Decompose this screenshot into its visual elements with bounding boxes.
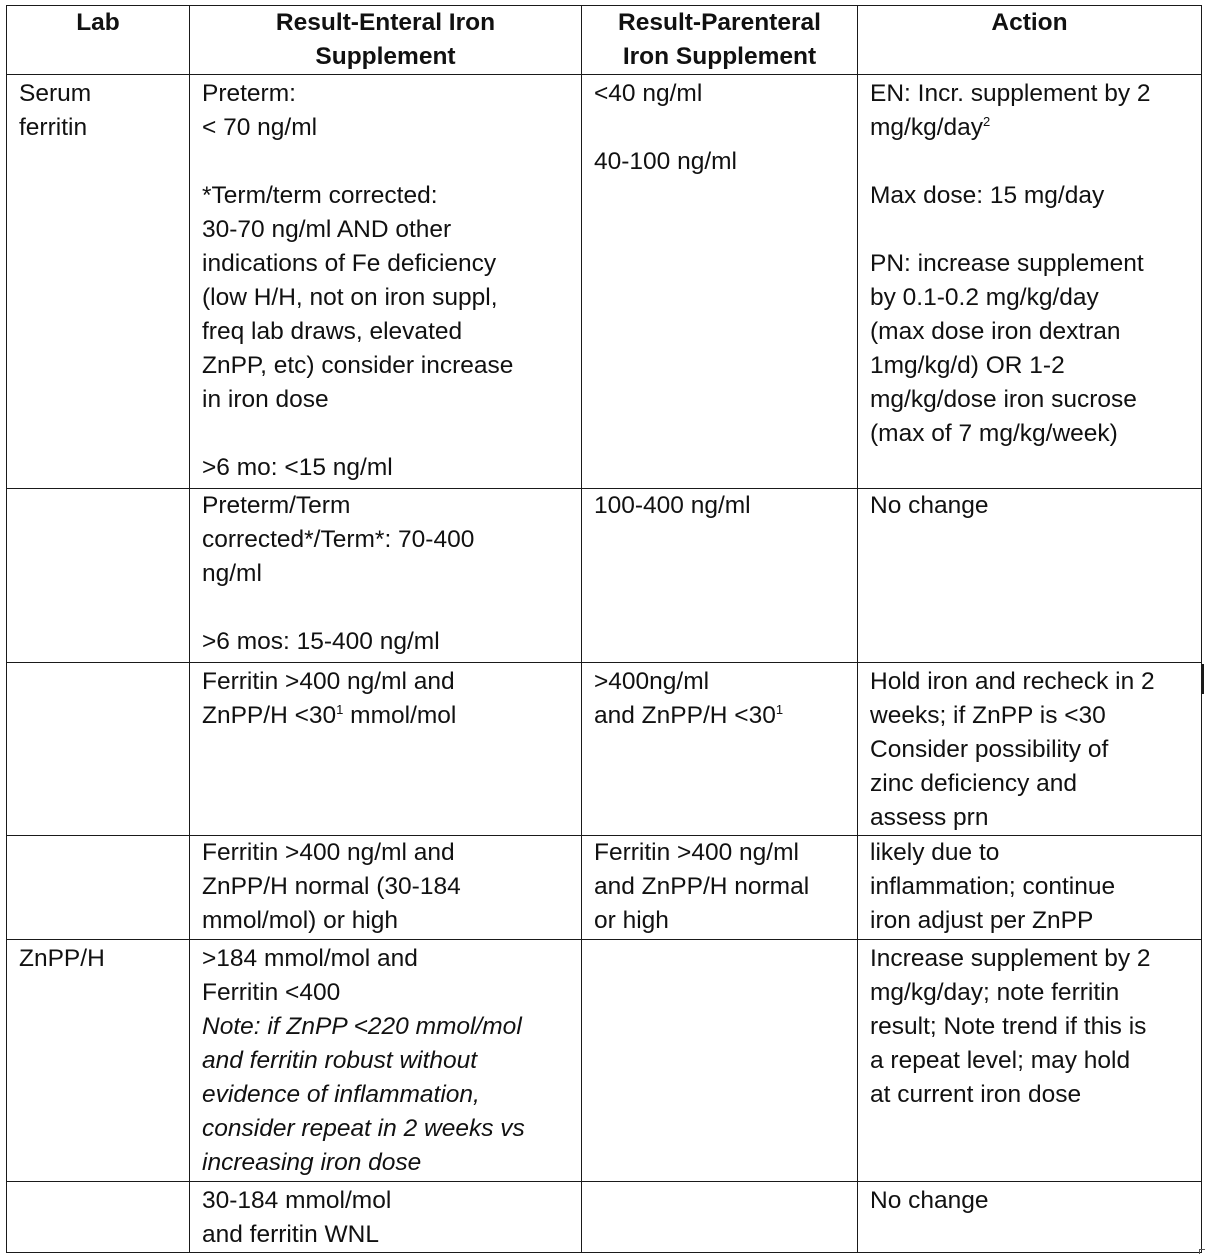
cell-enteral: Ferritin >400 ng/ml and ZnPP/H normal (30-184 mmol/mol) or high [190,836,582,940]
header-row [7,6,1202,75]
cell-enteral: 30-184 mmol/mol and ferritin WNL [190,1182,582,1253]
cell-lab [7,1182,190,1253]
iron-monitoring-table [6,5,1202,1253]
cell-parenteral: Ferritin >400 ng/ml and ZnPP/H normal or high [582,836,858,940]
cell-action: Increase supplement by 2 mg/kg/day; note ferritin result; Note trend if this is a repeat level; may hold at current iron dose [858,940,1202,1182]
enteral-note: Note: if ZnPP <220 mmol/mol [202,1013,522,1040]
table-row [7,75,1202,489]
cell-enteral: Ferritin >400 ng/ml and ZnPP/H $<30^1$ mmol/mol [190,663,582,836]
cell-action: EN: Incr. supplement by 2 mg/kg/day$^2$ Max dose: 15 mg/day PN: increase supplement by 0.1-0.2 mg/kg/day (max dose iron dextran 1mg/kg/d) OR 1-2 mg/kg/dose iron sucrose (max of 7 mg/kg/week) [858,75,1202,489]
resize-corner-mark [1199,1249,1205,1254]
table-row [7,1182,1202,1253]
footnote-marker: 1 [775,701,784,717]
header-lab: Lab [7,6,190,75]
cell-action: No change [858,1182,1202,1253]
enteral-note: and ferritin robust without [202,1047,478,1074]
table-row [7,663,1202,836]
cell-lab [7,489,190,663]
cell-action: No change [858,489,1202,663]
table-row [7,489,1202,663]
cell-action: likely due to inflammation; continue iron adjust per ZnPP [858,836,1202,940]
footnote-marker: 1 [336,701,344,717]
cell-parenteral: <40 ng/ml 40-100 ng/ml [582,75,858,489]
cell-lab [7,663,190,836]
table-row [7,836,1202,940]
cell-lab [7,836,190,940]
header-action: Action [858,6,1202,75]
enteral-note: consider repeat in 2 weeks vs [202,1115,525,1142]
header-enteral: Result-Enteral Iron Supplement [190,6,582,75]
enteral-note: increasing iron dose [202,1149,422,1176]
cell-lab: ZnPP/H [7,940,190,1182]
cell-lab: Serum ferritin [7,75,190,489]
cell-parenteral [582,940,858,1182]
cell-parenteral: 100-400 ng/ml [582,489,858,663]
cell-parenteral [582,1182,858,1253]
cell-enteral: >184 mmol/mol and Ferritin <400 Note: if ZnPP <220 mmol/mol and ferritin robust without evidence of inflammation, consider repeat in 2 weeks vs increasing iron dose [190,940,582,1182]
cell-enteral: Preterm: < 70 ng/ml *Term/term corrected: 30-70 ng/ml AND other indications of Fe deficiency (low H/H, not on iron suppl, freq lab draws, elevated ZnPP, etc) consider increase in iron dose >6 mo: <15 ng/ml [190,75,582,489]
cell-parenteral: >400ng/ml and ZnPP/H $<30^1$ [582,663,858,836]
text-cursor-mark [1202,664,1204,694]
cell-enteral: Preterm/Term corrected*/Term*: 70-400 ng/ml >6 mos: 15-400 ng/ml [190,489,582,663]
table-row [7,940,1202,1182]
enteral-note: evidence of inflammation, [202,1081,480,1108]
cell-action: Hold iron and recheck in 2 weeks; if ZnPP is <30 Consider possibility of zinc deficiency and assess prn [858,663,1202,836]
header-parenteral: Result-Parenteral Iron Supplement [582,6,858,75]
footnote-marker: 2 [983,113,991,129]
